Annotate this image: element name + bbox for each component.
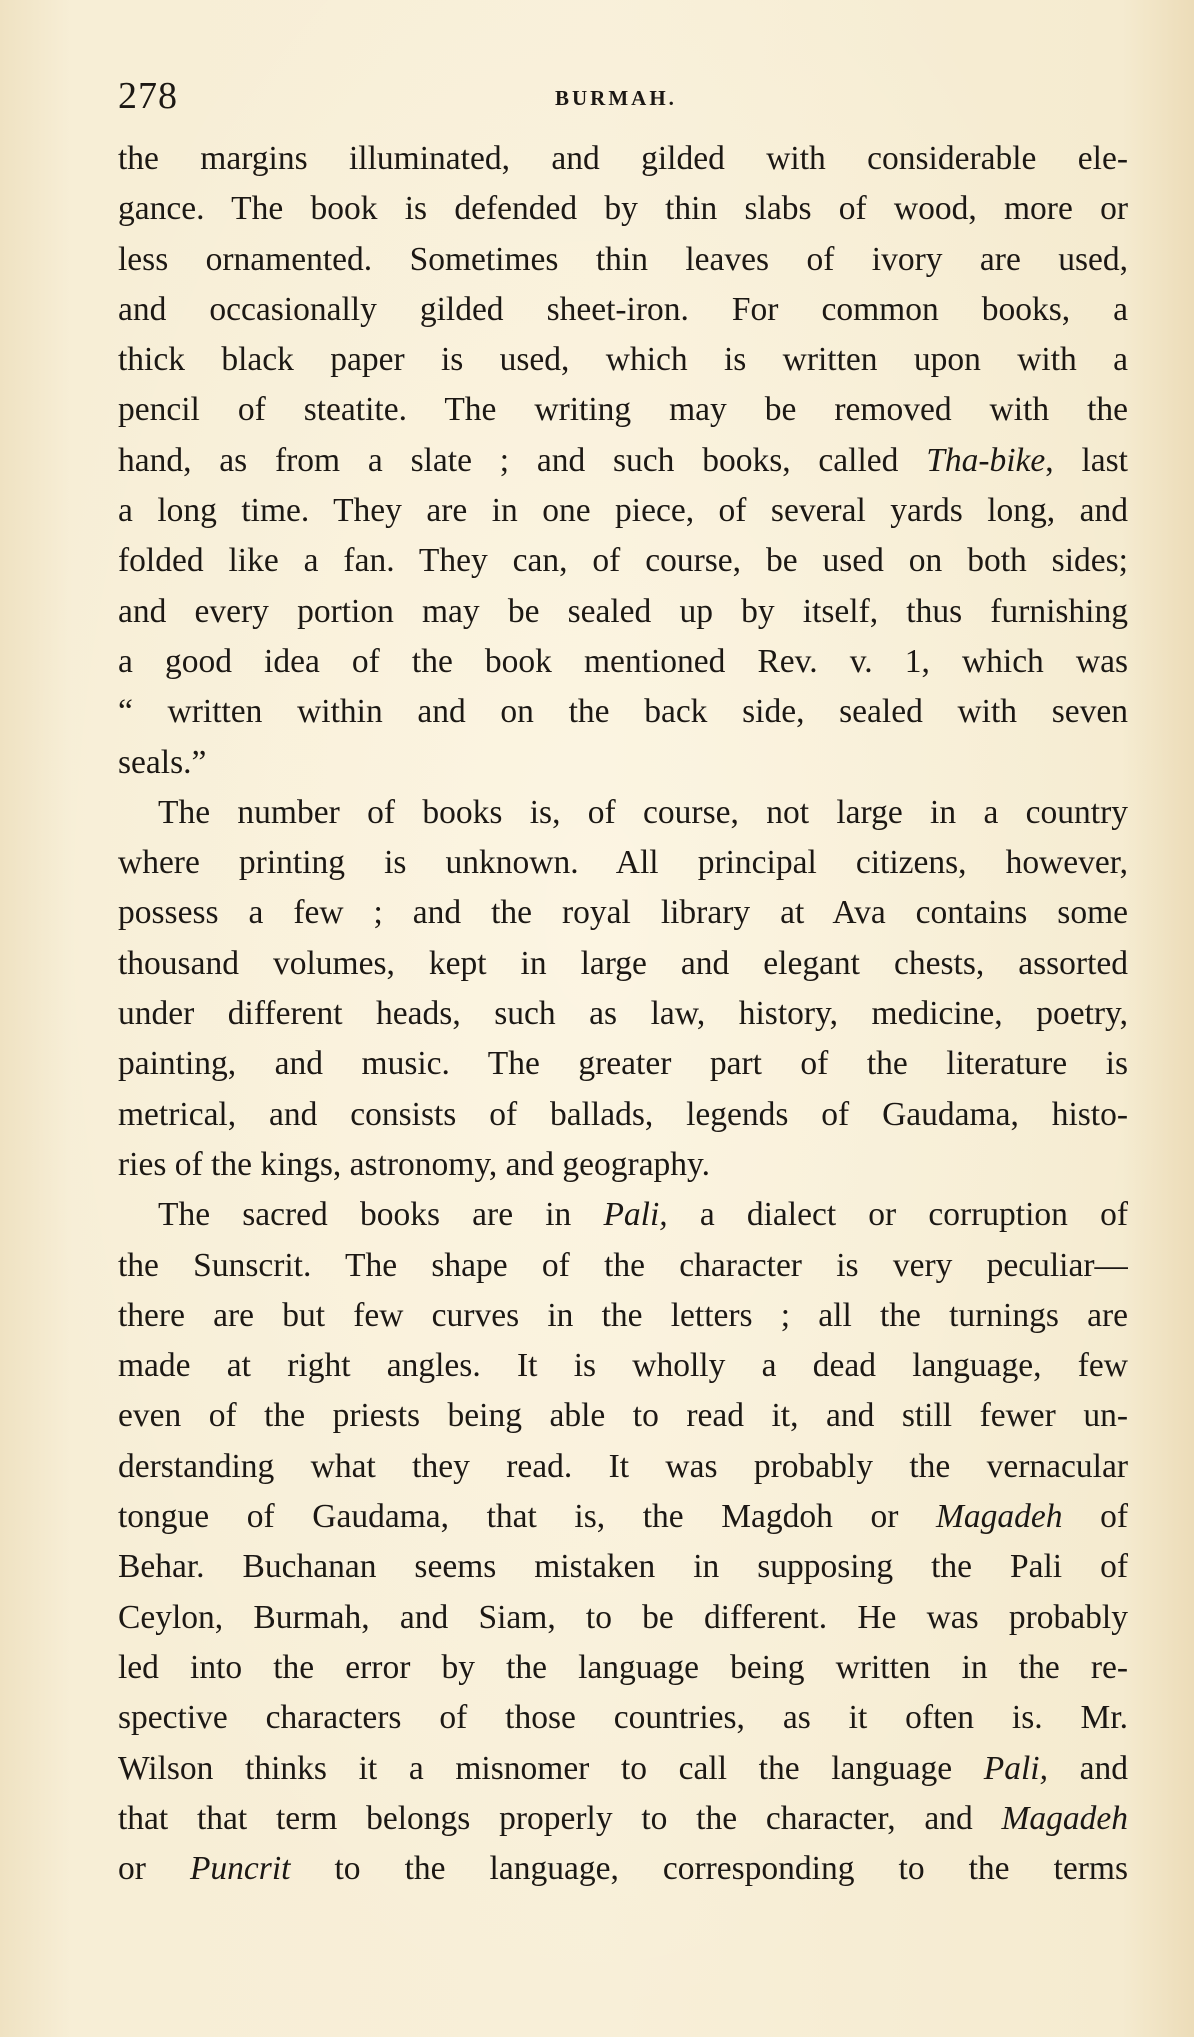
text-line: thick black paper is used, which is written upon with a [118, 341, 1128, 379]
text-line: there are but few curves in the letters ; all the turnings are [118, 1296, 1128, 1334]
text-line: where printing is unknown. All principal citizens, however, [118, 844, 1128, 882]
page-number: 278 [118, 75, 178, 117]
text-line: made at right angles. It is wholly a dead language, few [118, 1347, 1128, 1385]
text-line: “ written within and on the back side, sealed with seven [118, 693, 1128, 731]
text-line: pencil of steatite. The writing may be removed with the [118, 391, 1128, 429]
text-line: that that term belongs properly to the character, and Magadeh [118, 1799, 1128, 1837]
text-line: a good idea of the book mentioned Rev. v. 1, which was [118, 642, 1128, 680]
text-line: possess a few ; and the royal library at Ava contains some [118, 894, 1128, 932]
text-line: and every portion may be sealed up by itself, thus furnishing [118, 592, 1128, 630]
text-line: seals.” [118, 743, 207, 781]
text-line: less ornamented. Sometimes thin leaves of ivory are used, [118, 240, 1128, 278]
text-line: or Puncrit to the language, corresponding to the terms [118, 1850, 1128, 1888]
text-line: tongue of Gaudama, that is, the Magdoh or Magadeh of [118, 1498, 1128, 1536]
text-line: and occasionally gilded sheet-iron. For common books, a [118, 290, 1128, 328]
text-line: derstanding what they read. It was probably the vernacular [118, 1447, 1128, 1485]
text-line: The number of books is, of course, not large in a country [158, 793, 1128, 831]
text-line: metrical, and consists of ballads, legends of Gaudama, histo- [118, 1095, 1128, 1133]
text-line: folded like a fan. They can, of course, be used on both sides; [118, 542, 1128, 580]
text-line: led into the error by the language being written in the re- [118, 1648, 1128, 1686]
text-line: Wilson thinks it a misnomer to call the language Pali, and [118, 1749, 1128, 1787]
text-line: Behar. Buchanan seems mistaken in supposing the Pali of [118, 1548, 1128, 1586]
text-line: The sacred books are in Pali, a dialect or corruption of [158, 1196, 1128, 1234]
body-text [118, 134, 1128, 1894]
text-line: spective characters of those countries, as it often is. Mr. [118, 1699, 1128, 1737]
text-line: Ceylon, Burmah, and Siam, to be different. He was probably [118, 1598, 1128, 1636]
text-line: hand, as from a slate ; and such books, called Tha-bike, last [118, 441, 1128, 479]
text-line: ries of the kings, astronomy, and geography. [118, 1145, 711, 1183]
text-line: painting, and music. The greater part of the literature is [118, 1045, 1128, 1083]
text-line: under different heads, such as law, history, medicine, poetry, [118, 995, 1128, 1033]
running-head [118, 74, 1122, 118]
text-line: thousand volumes, kept in large and elegant chests, assorted [118, 944, 1128, 982]
text-line: the margins illuminated, and gilded with considerable ele- [118, 140, 1128, 177]
text-line: even of the priests being able to read it, and still fewer un- [118, 1397, 1128, 1435]
text-line: a long time. They are in one piece, of several yards long, and [118, 492, 1128, 530]
text-line: the Sunscrit. The shape of the character is very peculiar— [118, 1246, 1128, 1284]
text-line: gance. The book is defended by thin slabs of wood, more or [118, 190, 1128, 228]
running-title: BURMAH. [555, 86, 677, 110]
